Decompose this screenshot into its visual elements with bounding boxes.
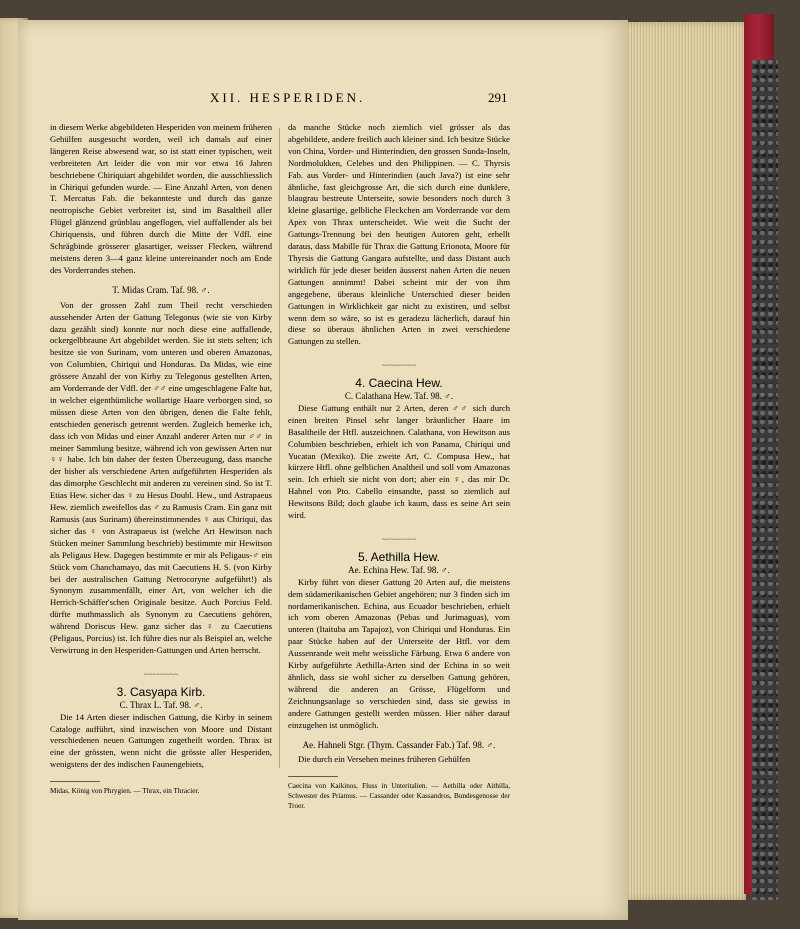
hahneli-heading: Ae. Hahneli Stgr. (Thym. Cassander Fab.) Taf. 98. ♂. xyxy=(302,739,496,750)
intro-paragraph: in diesem Werke abgebildeten Hesperiden von meinem früheren Gehülfen ausgesucht worden, weil ich damals auf einer längeren Reise abwesend war, so ist statt einer typischen, weit verbreiteten Art leider die von mir vor etwa 16 Jahren beschriebene Chiriquiart abgebildet worden, die ausschliesslich in Chiriqui gefunden wurde. — Eine Anzahl Arten, von denen T. Mercatus Fab. die bekannteste und durch das ganze neotropische Gebiet verbreitet ist, sind im Basaltheil aller Flügel glänzend grünblau angeflogen, viel auffallender als bei Chiriquensis, und führen durch die Mitte der Vdfl. eine Schrägbinde grösserer glasartiger, weisser Flecken, während meistens deren 3—4 ganz kleine untereinander noch am Ende des Vorderrandes stehen. xyxy=(50,122,272,275)
footnote-rule xyxy=(50,781,100,782)
thrax-continuation: da manche Stücke noch ziemlich viel grösser als das abgebildete, andere freilich auch kleiner sind. Ich besitze Stücke von China, Vorder- und Hinterindien, den grossen Sunda-Inseln, Nordmolukken, Celebes und den Philippinen. — C. Thyrsis Fab. aus Vorder- und Hinterindien (auch Java?) ist eine sehr ähnliche, fast gleichgrosse Art, die sich durch eine dunklere, blaugrau bestreute Unterseite, sowie besonders noch durch 3 kleine glasartige, gelbliche Fleckchen am Vorderrande vor dem Apex von Thrax unterscheidet. Wie weit die Sucht der Gattungs-Trennung bei den heutigen Autoren geht, erhellt daraus, dass Mabille für Thrax die Gattung Erionota, Moore für Thyrsis die Gattung Gangara aufstellte, und dass Distant auch wirklich für jede dieser beiden äusserst nahen Arten die neuen Gattungen annimmt! Dabei scheint mir der von ihm angegebene, überaus kleinliche Unterschied dieser beiden Gattungen in Wirklichkeit gar nicht zu existiren, und selbst wenn dem so wäre, so ist es geradezu lächerlich, darauf hin diese so überaus ähnlichen Arten in zwei verschiedene Gattungen zu stellen. xyxy=(288,122,510,347)
aethilla-heading: 5. Aethilla Hew. xyxy=(357,549,441,564)
section-separator: ~~~~~~~~ xyxy=(143,669,179,679)
midas-heading: T. Midas Cram. Taf. 98. ♂. xyxy=(112,284,210,295)
column-divider xyxy=(279,128,280,768)
section-separator: ~~~~~~~~ xyxy=(381,361,417,371)
running-head: XII. HESPERIDEN. xyxy=(210,90,366,105)
footnote-left: Midas, König von Phrygien. — Thrax, ein Thracier. xyxy=(50,787,200,796)
echina-heading: Ae. Echina Hew. Taf. 98. ♂. xyxy=(348,564,450,575)
aethilla-paragraph: Kirby führt von dieser Gattung 20 Arten auf, die meistens dem südamerikanischen Gebiet angehören; nur 3 finden sich im nordamerikanischen. Echina, aus Ecuador beschrieben, erhielt ich vom oberen Amazonas (Pebas und Jurimaguas), vom unteren (Itaituba am Tapajoz), von Chiriqui und Honduras. Ein paar Stücke haben auf der Unterseite der Htfl. vor dem Aussenrande weit mehr weissliche Färbung. Etwa 6 andere von Kirby aufgeführte Aethilla-Arten sind der Echina in so weit ähnlich, dass sie wohl sicher zu derselben Gattung gehören, während die anderen an Grösse, Flügelform und Zeichnungsanlage so verschieden sind, dass sie gewiss in andere Gattungen gestellt werden müssen. Hier näher darauf einzugehen ist unmöglich. xyxy=(288,576,510,730)
left-column xyxy=(50,122,272,796)
caecina-paragraph: Diese Gattung enthält nur 2 Arten, deren ♂♂ sich durch einen breiten Pinsel sehr langer bräunlicher Haare im Basaltheile der Htfl. auszeichnen. Calathana, von Hewitson aus Columbien beschrieben, erhielt ich von Panama, Chiriqui und Yucatan (Mexiko). Die zweite Art, C. Compusa Hew., hat kürzere Htfl. ohne gelblichen Analtheil und soll vom Amazonas sein. Ich erhielt sie nicht von dort; aber ein ♀, das mir Dr. Hahnel von Pto. Cabello einsandte, passt so ziemlich auf Hewitsons Bild; doch glaube ich kaum, dass es seine Art sein wird. xyxy=(288,402,510,521)
page-number: 291 xyxy=(488,90,508,105)
midas-paragraph: Von der grossen Zahl zum Theil recht verschieden aussehender Arten der Gattung Telegonus (wie sie von Kirby dazu gezählt sind) konnte nur noch diese eine auffallende, ockergelbbraune Art abgebildet werden. Sie ist stets selten; ich besitze sie von Surinam, vom unteren und oberen Amazonas, von Columbien, Chiriqui und Honduras. Da Midas, wie eine grössere Anzahl der von Kirby zu Telegonus gestellten Arten, am Vorderrande der Vdfl. der ♂♂ eine umgeschlagene Falte hat, in welcher eigenthümliche wollartige Haare verborgen sind, so müssen diese Arten von den übrigen, denen die Falte fehlt, entschieden generisch getrennt werden. Zugleich bemerke ich, dass ich von Midas und einer Anzahl anderer Arten nur ♂♂ in meiner Sammlung besitze, während ich von gewissen Arten nur ♀♀ habe. Ich bin daher der festen Überzeugung, dass manche der bisher als verschiedene Arten aufgeführten Hesperiden als das dimorphe Geschlecht mit anderen zu vereinen sind. So ist T. Etias Hew. sicher das ♀ zu Hesus Doubl. Hew., und Astrapaeus Hew. ziemlich zweifellos das ♂ zu Ramusis Cram. Ein ganz mit Ramusis (aus Surinam) übereinstimmendes ♀ aus Chiriqui, das sicher das ♀ von Astrapaeus ist (welche Art Hewitson nach Stücken meiner Sammlung beschrieb) bestimmte mir Hewitson als Peligaus Hew. Dagegen bestimmte er mir als Peligaus-♂ ein Stück vom Chanchamayo, das mit Caecutiens H. S. (von Kirby bei der australischen Gattung Netrocoryne aufgeführt!) als Synonym zusammenfällt, einer Art, von welcher ich die Herrich-Schäffer'schen Originale besitze. Auch Porcius Feld. dürfte muthmasslich als Synonym zu Caecutiens gehören, während Doriscus Hew. ganz sicher das ♀ zu Caecutiens (Peligaus, Porcius) ist. Ich führe dies nur als Beispiel an, welche Verwirrung in den Hesperiden-Gattungen und Arten herrscht. xyxy=(50,299,272,655)
footnote-rule xyxy=(288,776,338,777)
book-page-edges xyxy=(618,22,746,900)
right-column xyxy=(288,122,510,811)
footnote-right: Caecina von Kaikinos, Fluss in Unteritalien. — Aethilla oder Aithilla, Schwester des Priamus. — Cassander oder Kassandros, Bundesgenosse der Troer. xyxy=(288,782,510,811)
caecina-heading: 4. Caecina Hew. xyxy=(355,376,443,391)
casyapa-paragraph: Die 14 Arten dieser indischen Gattung, die Kirby in seinem Cataloge aufführt, sind inzwischen von Moore und Distant verschiedenen neuen Gattungen zugetheilt worden. Thrax ist eine der grössten, wenn nicht die grösste aller Hesperiden, wenigstens der des indischen Faunengebiets, xyxy=(50,711,272,770)
hahneli-paragraph: Die durch ein Versehen meines früheren Gehülfen xyxy=(298,754,471,765)
marbled-endpaper xyxy=(752,60,778,900)
casyapa-heading: 3. Casyapa Kirb. xyxy=(116,684,206,699)
section-separator: ~~~~~~~~ xyxy=(381,535,417,544)
page-header xyxy=(0,90,800,110)
calathana-heading: C. Calathana Hew. Taf. 98. ♂. xyxy=(344,391,454,402)
thrax-heading: C. Thrax L. Taf. 98. ♂. xyxy=(119,699,203,710)
